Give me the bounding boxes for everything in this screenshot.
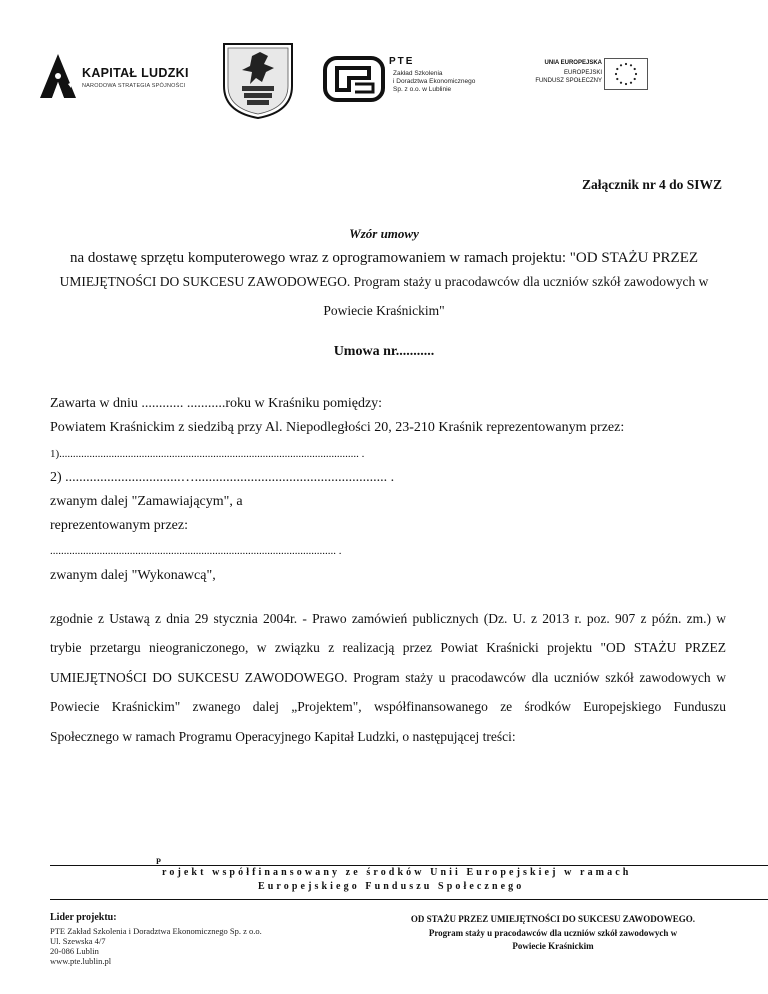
contractor-line: zwanym dalej "Wykonawcą",: [50, 568, 216, 583]
eu-line-1: EUROPEJSKI: [563, 70, 602, 76]
para-line-5: Społecznego w ramach Programu Operacyjnego Kapitał Ludzki, o następującej treści:: [50, 728, 516, 744]
eu-logo: [512, 58, 648, 92]
lider-heading: Lider projektu:: [50, 912, 117, 923]
para-line-3: UMIEJĘTNOŚCI DO SUKCESU ZAWODOWEGO. Program staży u pracodawców dla uczniów szkół zawodowych w: [50, 669, 726, 685]
kapital-ludzki-subtitle: NARODOWA STRATEGIA SPÓJNOŚCI: [82, 83, 186, 89]
document-title: Wzór umowy: [349, 226, 419, 241]
pte-line-2: i Doradztwa Ekonomicznego: [393, 78, 476, 85]
representative-2: 2) .................................…....................................................... .: [50, 470, 395, 485]
eu-title: UNIA EUROPEJSKA: [544, 60, 602, 66]
pte-line-1: Zakład Szkolenia: [393, 70, 443, 77]
contract-number: Umowa nr...........: [333, 344, 435, 359]
kapital-ludzki-logo: [38, 52, 208, 100]
pte-line-3: Sp. z o.o. w Lublinie: [393, 86, 452, 93]
lider-line-3: 20-086 Lublin: [50, 946, 99, 956]
pte-title: PTE: [389, 56, 415, 67]
lider-line-2: Ul. Szewska 4/7: [50, 936, 106, 946]
para-line-2: trybie przetargu nieograniczonego, w związku z realizacją przez Powiat Kraśnicki projektu "OD STAŻU PRZEZ: [50, 640, 726, 656]
project-line-2: Program staży u pracodawców dla uczniów szkół zawodowych w: [428, 928, 678, 938]
representative-1: 1)............................................................................................................. .: [50, 448, 365, 460]
pte-logo: [323, 56, 476, 102]
para-line-4: Powiecie Kraśnickim" zwanego dalej „Projektem", współfinansowanego ze środków Europejskiego Funduszu: [50, 699, 726, 715]
legal-basis-paragraph: [50, 604, 726, 751]
intro-line-3: Powiecie Kraśnickim": [323, 303, 445, 318]
para-line-1: zgodnie z Ustawą z dnia 29 stycznia 2004r. - Prawo zamówień publicznych (Dz. U. z 2013 r. poz. 907 z późn. zm.) w: [50, 611, 726, 626]
footer-rule-bottom: [50, 899, 768, 900]
annex-label: Załącznik nr 4 do SIWZ: [581, 177, 722, 192]
lider-line-1: PTE Zakład Szkolenia i Doradztwa Ekonomicznego Sp. z o.o.: [50, 926, 262, 936]
represented-by-line: reprezentowanym przez:: [50, 518, 188, 533]
cofinancing-initial: P: [156, 857, 161, 866]
cofinancing-line-2: Europejskiego Funduszu Społecznego: [258, 881, 525, 892]
coat-of-arms-icon: [222, 42, 294, 120]
pte-emblem-icon: [323, 56, 385, 102]
ordering-party-line: zwanym dalej "Zamawiającym", a: [50, 494, 243, 509]
county-line: Powiatem Kraśnickim z siedzibą przy Al. Niepodległości 20, 23-210 Kraśnik reprezentowanym przez:: [50, 420, 625, 435]
kapital-ludzki-emblem-icon: [38, 52, 78, 100]
cofinancing-line-1: rojekt współfinansowany ze środków Unii Europejskiej w ramach: [162, 867, 632, 878]
project-line-1: OD STAŻU PRZEZ UMIEJĘTNOŚCI DO SUKCESU ZAWODOWEGO.: [410, 914, 696, 924]
kapital-ludzki-title: KAPITAŁ LUDZKI: [82, 66, 189, 80]
contractor-dots: ........................................................................................................ .: [50, 545, 342, 557]
project-line-3: Powiecie Kraśnickim: [512, 941, 594, 951]
eu-flag-icon: [604, 58, 648, 90]
intro-line-2: UMIEJĘTNOŚCI DO SUKCESU ZAWODOWEGO. Program staży u pracodawców dla uczniów szkół zawodowych w: [59, 274, 709, 289]
concluded-line: Zawarta w dniu ............ ...........roku w Kraśniku pomiędzy:: [50, 396, 383, 411]
intro-line-1: na dostawę sprzętu komputerowego wraz z oprogramowaniem w ramach projektu: "OD STAŻU PRZEZ: [69, 250, 699, 266]
lider-line-4: www.pte.lublin.pl: [50, 956, 112, 966]
eu-line-2: FUNDUSZ SPOŁECZNY: [535, 78, 602, 84]
